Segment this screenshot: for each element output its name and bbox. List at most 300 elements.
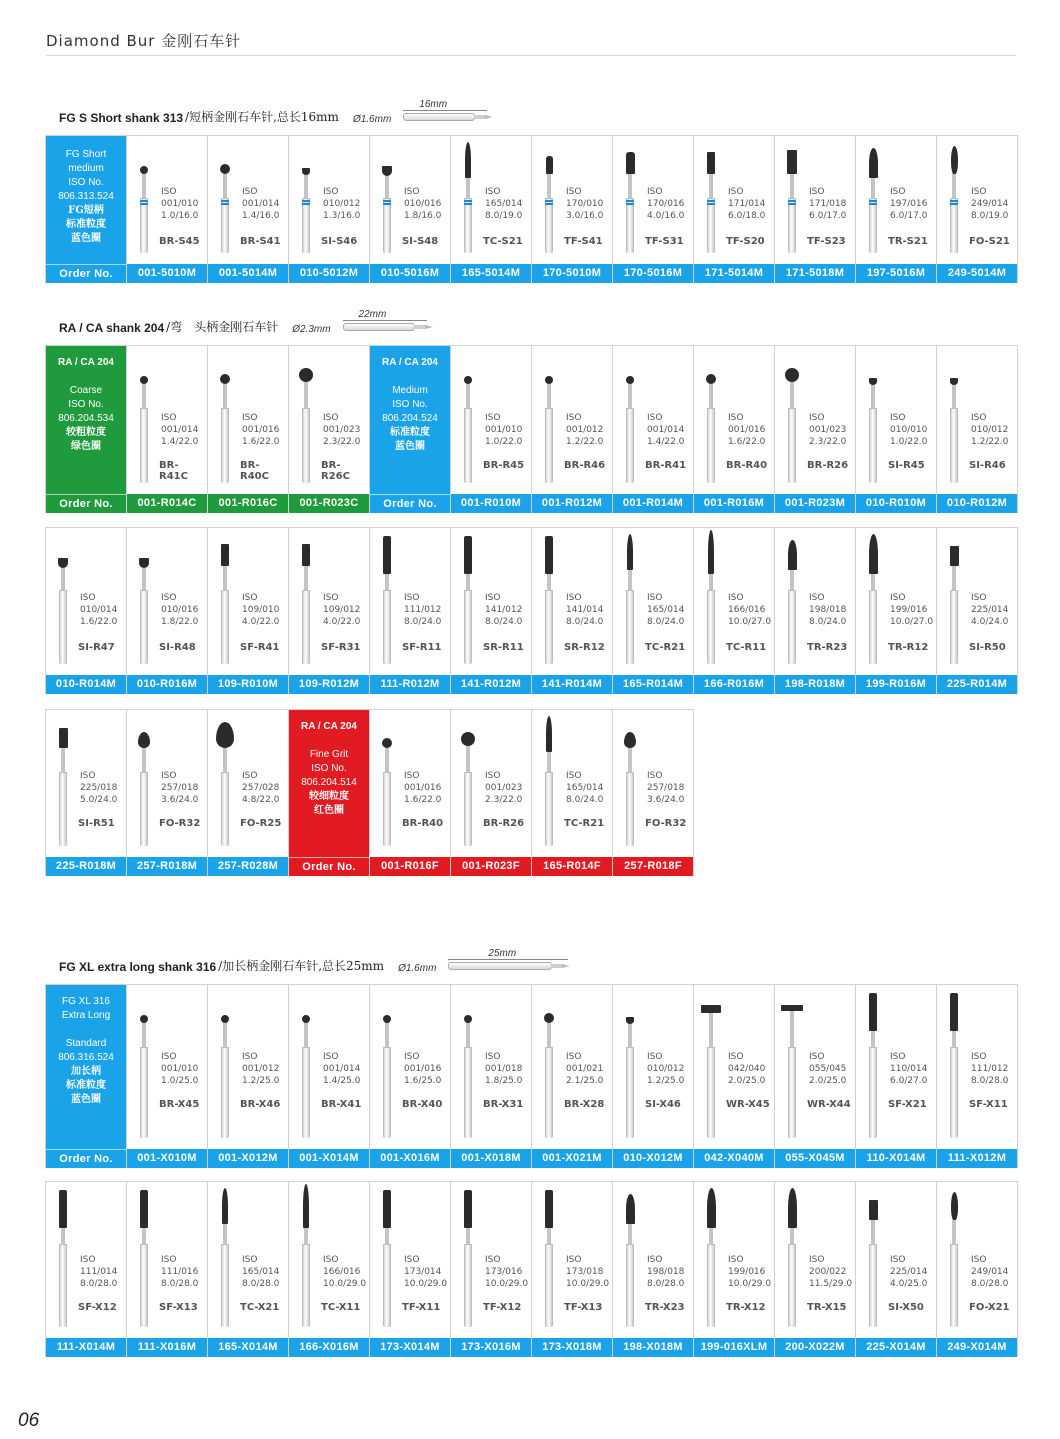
section-cn-label: /弯 头柄金刚石车针 — [166, 320, 279, 334]
order-number[interactable]: 010-R010M — [856, 494, 936, 513]
bur-dimensions: 1.3/16.0 — [323, 211, 361, 221]
bur-cell-body — [694, 346, 774, 495]
grit-band — [788, 200, 796, 205]
bur-dimensions: 8.0/24.0 — [566, 617, 604, 627]
bur-neck — [628, 173, 632, 198]
iso-number: 010/012 — [323, 199, 361, 209]
order-number[interactable]: 173-X016M — [451, 1338, 531, 1357]
order-number[interactable]: 001-R016F — [370, 857, 450, 876]
iso-label: ISO — [242, 1052, 258, 1062]
iso-info — [971, 1051, 1008, 1087]
bur-cell — [127, 135, 208, 283]
bur-dimensions: 1.4/25.0 — [323, 1076, 361, 1086]
bur-cell-body — [451, 985, 531, 1150]
bur-shank — [626, 408, 634, 483]
tile-line: 标准粒度 — [390, 427, 430, 438]
bur-cell-body — [46, 710, 126, 858]
bur-cell — [289, 1181, 370, 1357]
bur-shank — [869, 198, 877, 253]
tile-line: ISO No. — [311, 763, 347, 774]
iso-info — [161, 1051, 198, 1087]
order-number[interactable]: 199-016XLM — [694, 1338, 774, 1357]
bur-dimensions: 11.5/29.0 — [809, 1279, 853, 1289]
bur-cell — [370, 1181, 451, 1357]
bur-neck — [952, 384, 956, 408]
iso-label: ISO — [809, 1255, 825, 1265]
order-number[interactable]: 001-R010M — [451, 494, 531, 513]
bur-neck — [385, 1227, 389, 1244]
bur-neck — [223, 1022, 227, 1047]
bur-shank — [545, 590, 553, 664]
bur-cell — [451, 135, 532, 283]
bur-code: SI-X50 — [888, 1302, 924, 1313]
bur-dimensions: 1.0/22.0 — [890, 437, 928, 447]
bur-cell — [127, 984, 208, 1168]
iso-number: 010/016 — [404, 199, 442, 209]
bur-code: SI-R50 — [969, 642, 1006, 653]
bur-neck — [547, 1227, 551, 1244]
tile-cell — [46, 135, 127, 283]
bur-cell — [451, 345, 532, 513]
bur-code: TF-S23 — [807, 236, 846, 247]
tile-line: 806.204.514 — [301, 777, 357, 788]
bur-cell-body — [451, 1182, 531, 1339]
order-number[interactable]: 225-R014M — [937, 675, 1017, 694]
order-number[interactable]: 166-X016M — [289, 1338, 369, 1357]
bur-dimensions: 1.0/16.0 — [161, 211, 199, 221]
bur-neck — [223, 747, 227, 772]
bur-dimensions: 1.8/22.0 — [161, 617, 199, 627]
order-number[interactable]: 001-R014M — [613, 494, 693, 513]
bur-flame-icon — [947, 136, 961, 253]
bur-cell-body — [613, 710, 693, 858]
bur-head — [624, 732, 636, 748]
tile-line: FG短柄 — [68, 205, 104, 216]
bur-shank — [221, 590, 229, 664]
bur-ball-icon — [218, 985, 232, 1138]
bur-cell-body — [289, 1182, 369, 1339]
iso-label: ISO — [728, 593, 744, 603]
iso-label: ISO — [404, 187, 420, 197]
iso-info — [647, 1051, 684, 1087]
bur-dimensions: 4.8/22.0 — [242, 795, 280, 805]
bur-neck — [385, 747, 389, 772]
shank-length: 25mm — [488, 948, 517, 959]
order-number[interactable]: 042-X040M — [694, 1149, 774, 1168]
iso-info — [566, 1051, 603, 1087]
bur-cell-body — [289, 136, 369, 265]
order-number[interactable]: 257-R028M — [208, 857, 288, 876]
order-number[interactable]: 001-5010M — [127, 264, 207, 283]
bur-head — [59, 728, 68, 748]
bur-code: BR-R40C — [240, 460, 269, 482]
order-number[interactable]: 010-R014M — [46, 675, 126, 694]
order-number[interactable]: 171-5014M — [694, 264, 774, 283]
grit-band — [140, 200, 148, 205]
order-number[interactable]: 170-5010M — [532, 264, 612, 283]
order-number[interactable]: 257-R018F — [613, 857, 693, 876]
bur-table-fg-short — [45, 135, 1018, 283]
bur-taperR-icon — [785, 528, 799, 664]
bur-shank — [950, 408, 958, 483]
bur-neck — [709, 1227, 713, 1244]
bur-shank — [464, 590, 472, 664]
iso-label: ISO — [80, 1255, 96, 1265]
bur-head — [382, 738, 392, 748]
bur-head — [544, 1013, 554, 1023]
order-number[interactable]: 010-R016M — [127, 675, 207, 694]
bur-neck — [304, 1022, 308, 1047]
bur-shank — [140, 198, 148, 253]
bur-shank — [788, 198, 796, 253]
order-number[interactable]: 249-X014M — [937, 1338, 1017, 1357]
bur-dimensions: 10.0/29.0 — [485, 1279, 529, 1289]
order-number[interactable]: 010-R012M — [937, 494, 1017, 513]
bur-code: FO-R32 — [645, 818, 687, 829]
bur-code: TF-X13 — [564, 1302, 603, 1313]
bur-neck — [547, 383, 551, 408]
bur-cyl-icon — [704, 136, 718, 253]
order-number[interactable]: 010-X012M — [613, 1149, 693, 1168]
bur-neck — [385, 175, 389, 198]
page-title: Diamond Bur 金刚石车针 — [46, 32, 242, 50]
bur-head — [464, 1190, 472, 1228]
bur-head — [707, 1188, 716, 1228]
bur-code: TR-R23 — [807, 642, 848, 653]
bur-neck — [304, 1227, 308, 1244]
bur-cell-body — [532, 710, 612, 858]
iso-info — [971, 186, 1008, 222]
order-number[interactable]: 010-5016M — [370, 264, 450, 283]
page-number: 06 — [18, 1410, 40, 1431]
iso-number: 111/016 — [161, 1267, 199, 1277]
shank-diagram — [444, 948, 574, 974]
bur-code: SI-S48 — [402, 236, 439, 247]
bur-cell-body — [46, 528, 126, 676]
bur-code: WR-X44 — [807, 1099, 851, 1110]
order-number[interactable]: 170-5016M — [613, 264, 693, 283]
order-number[interactable]: 173-X018M — [532, 1338, 612, 1357]
bur-neck — [142, 383, 146, 408]
grit-band — [464, 200, 472, 205]
tile-cell — [46, 345, 127, 513]
iso-info — [728, 1051, 765, 1087]
order-number[interactable]: 141-R014M — [532, 675, 612, 694]
bur-ballL-icon — [380, 710, 394, 846]
bur-shank — [383, 1244, 391, 1327]
tile-line: 蓝色圈 — [395, 441, 425, 452]
bur-cylXL-icon — [866, 985, 880, 1138]
iso-info — [809, 1051, 846, 1087]
bur-dimensions: 1.4/22.0 — [161, 437, 199, 447]
bur-cell — [208, 345, 289, 513]
order-number[interactable]: 010-5012M — [289, 264, 369, 283]
iso-number: 110/014 — [890, 1064, 928, 1074]
tile-line: 标准粒度 — [66, 1080, 106, 1091]
iso-number: 010/010 — [890, 425, 928, 435]
bur-invL-icon — [56, 528, 70, 664]
tile-line: RA / CA 204 — [58, 357, 114, 368]
bur-cell-body — [775, 528, 855, 676]
bur-shank — [707, 590, 715, 664]
section-cn-label: /加长柄金刚石车针,总长25mm — [218, 959, 385, 973]
bur-code: BR-R40 — [402, 818, 444, 829]
bur-shank — [626, 772, 634, 846]
iso-number: 001/023 — [485, 783, 523, 793]
order-number[interactable]: 198-R018M — [775, 675, 855, 694]
bur-code: BR-R41C — [159, 460, 188, 482]
bur-dimensions: 2.3/22.0 — [485, 795, 523, 805]
iso-info — [404, 1254, 447, 1290]
bur-code: TR-X12 — [726, 1302, 766, 1313]
bur-cell-body — [127, 136, 207, 265]
bur-neck — [223, 565, 227, 590]
bur-dimensions: 8.0/28.0 — [161, 1279, 199, 1289]
order-number[interactable]: 001-R012M — [532, 494, 612, 513]
bur-code: BR-S45 — [159, 236, 200, 247]
bur-neck — [223, 383, 227, 408]
iso-label: ISO — [647, 1255, 663, 1265]
order-number[interactable]: 111-X012M — [937, 1149, 1017, 1168]
bur-table-fg-xl-2 — [45, 1181, 1018, 1357]
tile-line: Extra Long — [61, 1010, 111, 1021]
iso-label: ISO — [728, 413, 744, 423]
order-number[interactable]: 111-X016M — [127, 1338, 207, 1357]
iso-number: 001/010 — [485, 425, 523, 435]
bur-dimensions: 1.0/25.0 — [161, 1076, 199, 1086]
order-number[interactable]: 165-R014F — [532, 857, 612, 876]
iso-number: 198/018 — [647, 1267, 685, 1277]
bur-cell — [532, 984, 613, 1168]
tile-line: FG XL 316 — [62, 996, 110, 1007]
iso-info — [242, 412, 279, 448]
iso-info — [404, 1051, 441, 1087]
order-number[interactable]: 111-X014M — [46, 1338, 126, 1357]
bur-cell-body — [46, 1182, 126, 1339]
bur-neck — [61, 747, 65, 772]
iso-number: 257/018 — [161, 783, 199, 793]
bur-shank — [59, 772, 67, 846]
bur-code: SI-S46 — [321, 236, 358, 247]
bur-cell-body — [208, 528, 288, 676]
bur-cell-body — [694, 136, 774, 265]
section-heading-fg-short — [59, 99, 499, 125]
bur-neck — [952, 173, 956, 198]
iso-number: 165/014 — [485, 199, 523, 209]
bur-head — [465, 142, 471, 178]
bur-shank — [707, 408, 715, 483]
bur-ballXL-icon — [785, 346, 799, 483]
order-number[interactable]: 001-R014C — [127, 494, 207, 513]
grit-band — [626, 200, 634, 205]
bur-head — [220, 164, 230, 174]
bur-head — [299, 368, 313, 382]
iso-label: ISO — [161, 187, 177, 197]
order-number[interactable]: 110-X014M — [856, 1149, 936, 1168]
iso-label: ISO — [566, 593, 582, 603]
bur-dimensions: 1.2/22.0 — [971, 437, 1009, 447]
bur-cell-body — [370, 985, 450, 1150]
bur-shank — [221, 198, 229, 253]
order-number[interactable]: 197-5016M — [856, 264, 936, 283]
bur-code: SF-R11 — [402, 642, 442, 653]
bur-ball-icon — [461, 985, 475, 1138]
iso-number: 257/018 — [647, 783, 685, 793]
iso-number: 001/016 — [404, 783, 442, 793]
bur-table-ra-ca-2 — [45, 527, 1018, 694]
bur-head — [221, 544, 229, 566]
bur-ballL-icon — [704, 346, 718, 483]
order-number[interactable]: 001-R023C — [289, 494, 369, 513]
order-number[interactable]: 171-5018M — [775, 264, 855, 283]
order-no-header: Order No. — [46, 1149, 126, 1168]
order-number[interactable]: 111-R012M — [370, 675, 450, 694]
bur-head — [138, 732, 150, 748]
iso-info — [647, 770, 684, 806]
order-number[interactable]: 001-R023M — [775, 494, 855, 513]
bur-head — [140, 166, 148, 174]
order-number[interactable]: 001-R016C — [208, 494, 288, 513]
order-number[interactable]: 249-5014M — [937, 264, 1017, 283]
iso-info — [485, 1254, 528, 1290]
bur-neck — [871, 384, 875, 408]
order-number[interactable]: 141-R012M — [451, 675, 531, 694]
bur-code: BR-X41 — [321, 1099, 362, 1110]
bur-code: FO-R25 — [240, 818, 282, 829]
bur-dimensions: 8.0/19.0 — [971, 211, 1009, 221]
order-number[interactable]: 001-X016M — [370, 1149, 450, 1168]
bur-code: SF-R31 — [321, 642, 361, 653]
order-number[interactable]: 001-R023F — [451, 857, 531, 876]
bur-needle-icon — [461, 136, 475, 253]
bur-cell-body — [856, 985, 936, 1150]
bur-cell-body — [775, 1182, 855, 1339]
iso-label: ISO — [566, 1255, 582, 1265]
order-number[interactable]: 001-X014M — [289, 1149, 369, 1168]
bur-code: SR-R12 — [564, 642, 605, 653]
bur-needle-icon — [218, 1182, 232, 1327]
title-divider — [46, 55, 1016, 56]
order-number[interactable]: 225-R018M — [46, 857, 126, 876]
bur-cell-body — [694, 985, 774, 1150]
bur-head — [302, 1015, 310, 1023]
grit-band — [869, 200, 877, 205]
shank-diameter: Ø1.6mm — [352, 114, 392, 125]
iso-number: 165/014 — [242, 1267, 280, 1277]
bur-taperRL-icon — [704, 1182, 718, 1327]
iso-label: ISO — [890, 1052, 906, 1062]
order-number[interactable]: 001-R016M — [694, 494, 774, 513]
order-number[interactable]: 199-R016M — [856, 675, 936, 694]
bur-code: SI-R45 — [888, 460, 925, 471]
bur-dimensions: 1.4/16.0 — [242, 211, 280, 221]
bur-cell-body — [937, 985, 1017, 1150]
bur-cell — [856, 1181, 937, 1357]
bur-shank — [545, 1244, 553, 1327]
order-number[interactable]: 200-X022M — [775, 1338, 855, 1357]
bur-cell-body — [208, 1182, 288, 1339]
iso-info — [323, 412, 360, 448]
tile-line: ISO No. — [68, 177, 104, 188]
iso-info — [566, 1254, 609, 1290]
order-number[interactable]: 165-X014M — [208, 1338, 288, 1357]
iso-label: ISO — [323, 413, 339, 423]
bur-cell — [370, 709, 451, 876]
iso-number: 001/021 — [566, 1064, 604, 1074]
order-number[interactable]: 166-R016M — [694, 675, 774, 694]
order-number[interactable]: 173-X014M — [370, 1338, 450, 1357]
tile-line: Medium — [392, 385, 428, 396]
order-number[interactable]: 055-X045M — [775, 1149, 855, 1168]
iso-label: ISO — [647, 187, 663, 197]
bur-cell-body — [451, 136, 531, 265]
order-number[interactable]: 165-R014M — [613, 675, 693, 694]
order-number[interactable]: 109-R012M — [289, 675, 369, 694]
iso-info — [242, 770, 279, 806]
tile-line: 806.204.524 — [382, 413, 438, 424]
iso-info — [809, 592, 846, 628]
bur-cell-body — [856, 1182, 936, 1339]
shank-length: 22mm — [358, 309, 387, 320]
order-number[interactable]: 165-5014M — [451, 264, 531, 283]
grit-band — [302, 200, 310, 205]
bur-neck — [790, 569, 794, 590]
iso-info — [809, 1254, 852, 1290]
bur-cell — [694, 984, 775, 1168]
bur-cell-body — [208, 346, 288, 495]
order-number[interactable]: 225-X014M — [856, 1338, 936, 1357]
iso-number: 001/012 — [566, 425, 604, 435]
bur-cell — [937, 984, 1018, 1168]
order-number[interactable]: 198-X018M — [613, 1338, 693, 1357]
order-number[interactable]: 001-5014M — [208, 264, 288, 283]
iso-info — [242, 1254, 279, 1290]
bur-head — [869, 378, 877, 385]
iso-label: ISO — [161, 413, 177, 423]
tile-line: 蓝色圈 — [71, 233, 101, 244]
bur-shank — [950, 590, 958, 664]
bur-taper-icon — [542, 136, 556, 253]
order-number[interactable]: 257-R018M — [127, 857, 207, 876]
bur-head — [464, 1015, 472, 1023]
bur-cell-body — [775, 346, 855, 495]
order-number[interactable]: 001-X010M — [127, 1149, 207, 1168]
bur-invT-icon — [866, 1182, 880, 1327]
bur-shank — [140, 1047, 148, 1138]
order-number[interactable]: 001-X021M — [532, 1149, 612, 1168]
bur-shank — [707, 198, 715, 253]
bur-neck — [142, 1022, 146, 1047]
grit-tile — [46, 985, 126, 1107]
iso-label: ISO — [971, 1052, 987, 1062]
bur-shank — [302, 1047, 310, 1138]
iso-info — [566, 186, 603, 222]
order-number[interactable]: 001-X012M — [208, 1149, 288, 1168]
bur-dimensions: 3.0/16.0 — [566, 211, 604, 221]
order-number[interactable]: 001-X018M — [451, 1149, 531, 1168]
bur-head — [140, 1190, 148, 1228]
bur-code: BR-R26 — [807, 460, 849, 471]
bur-shank — [869, 1047, 877, 1138]
tile-line: Coarse — [69, 385, 103, 396]
bur-cell-body — [937, 1182, 1017, 1339]
bur-cell-body — [370, 528, 450, 676]
order-number[interactable]: 109-R010M — [208, 675, 288, 694]
bur-cell-body — [127, 528, 207, 676]
bur-shank — [59, 590, 67, 664]
bur-code: TC-R21 — [564, 818, 605, 829]
bur-cell — [775, 345, 856, 513]
